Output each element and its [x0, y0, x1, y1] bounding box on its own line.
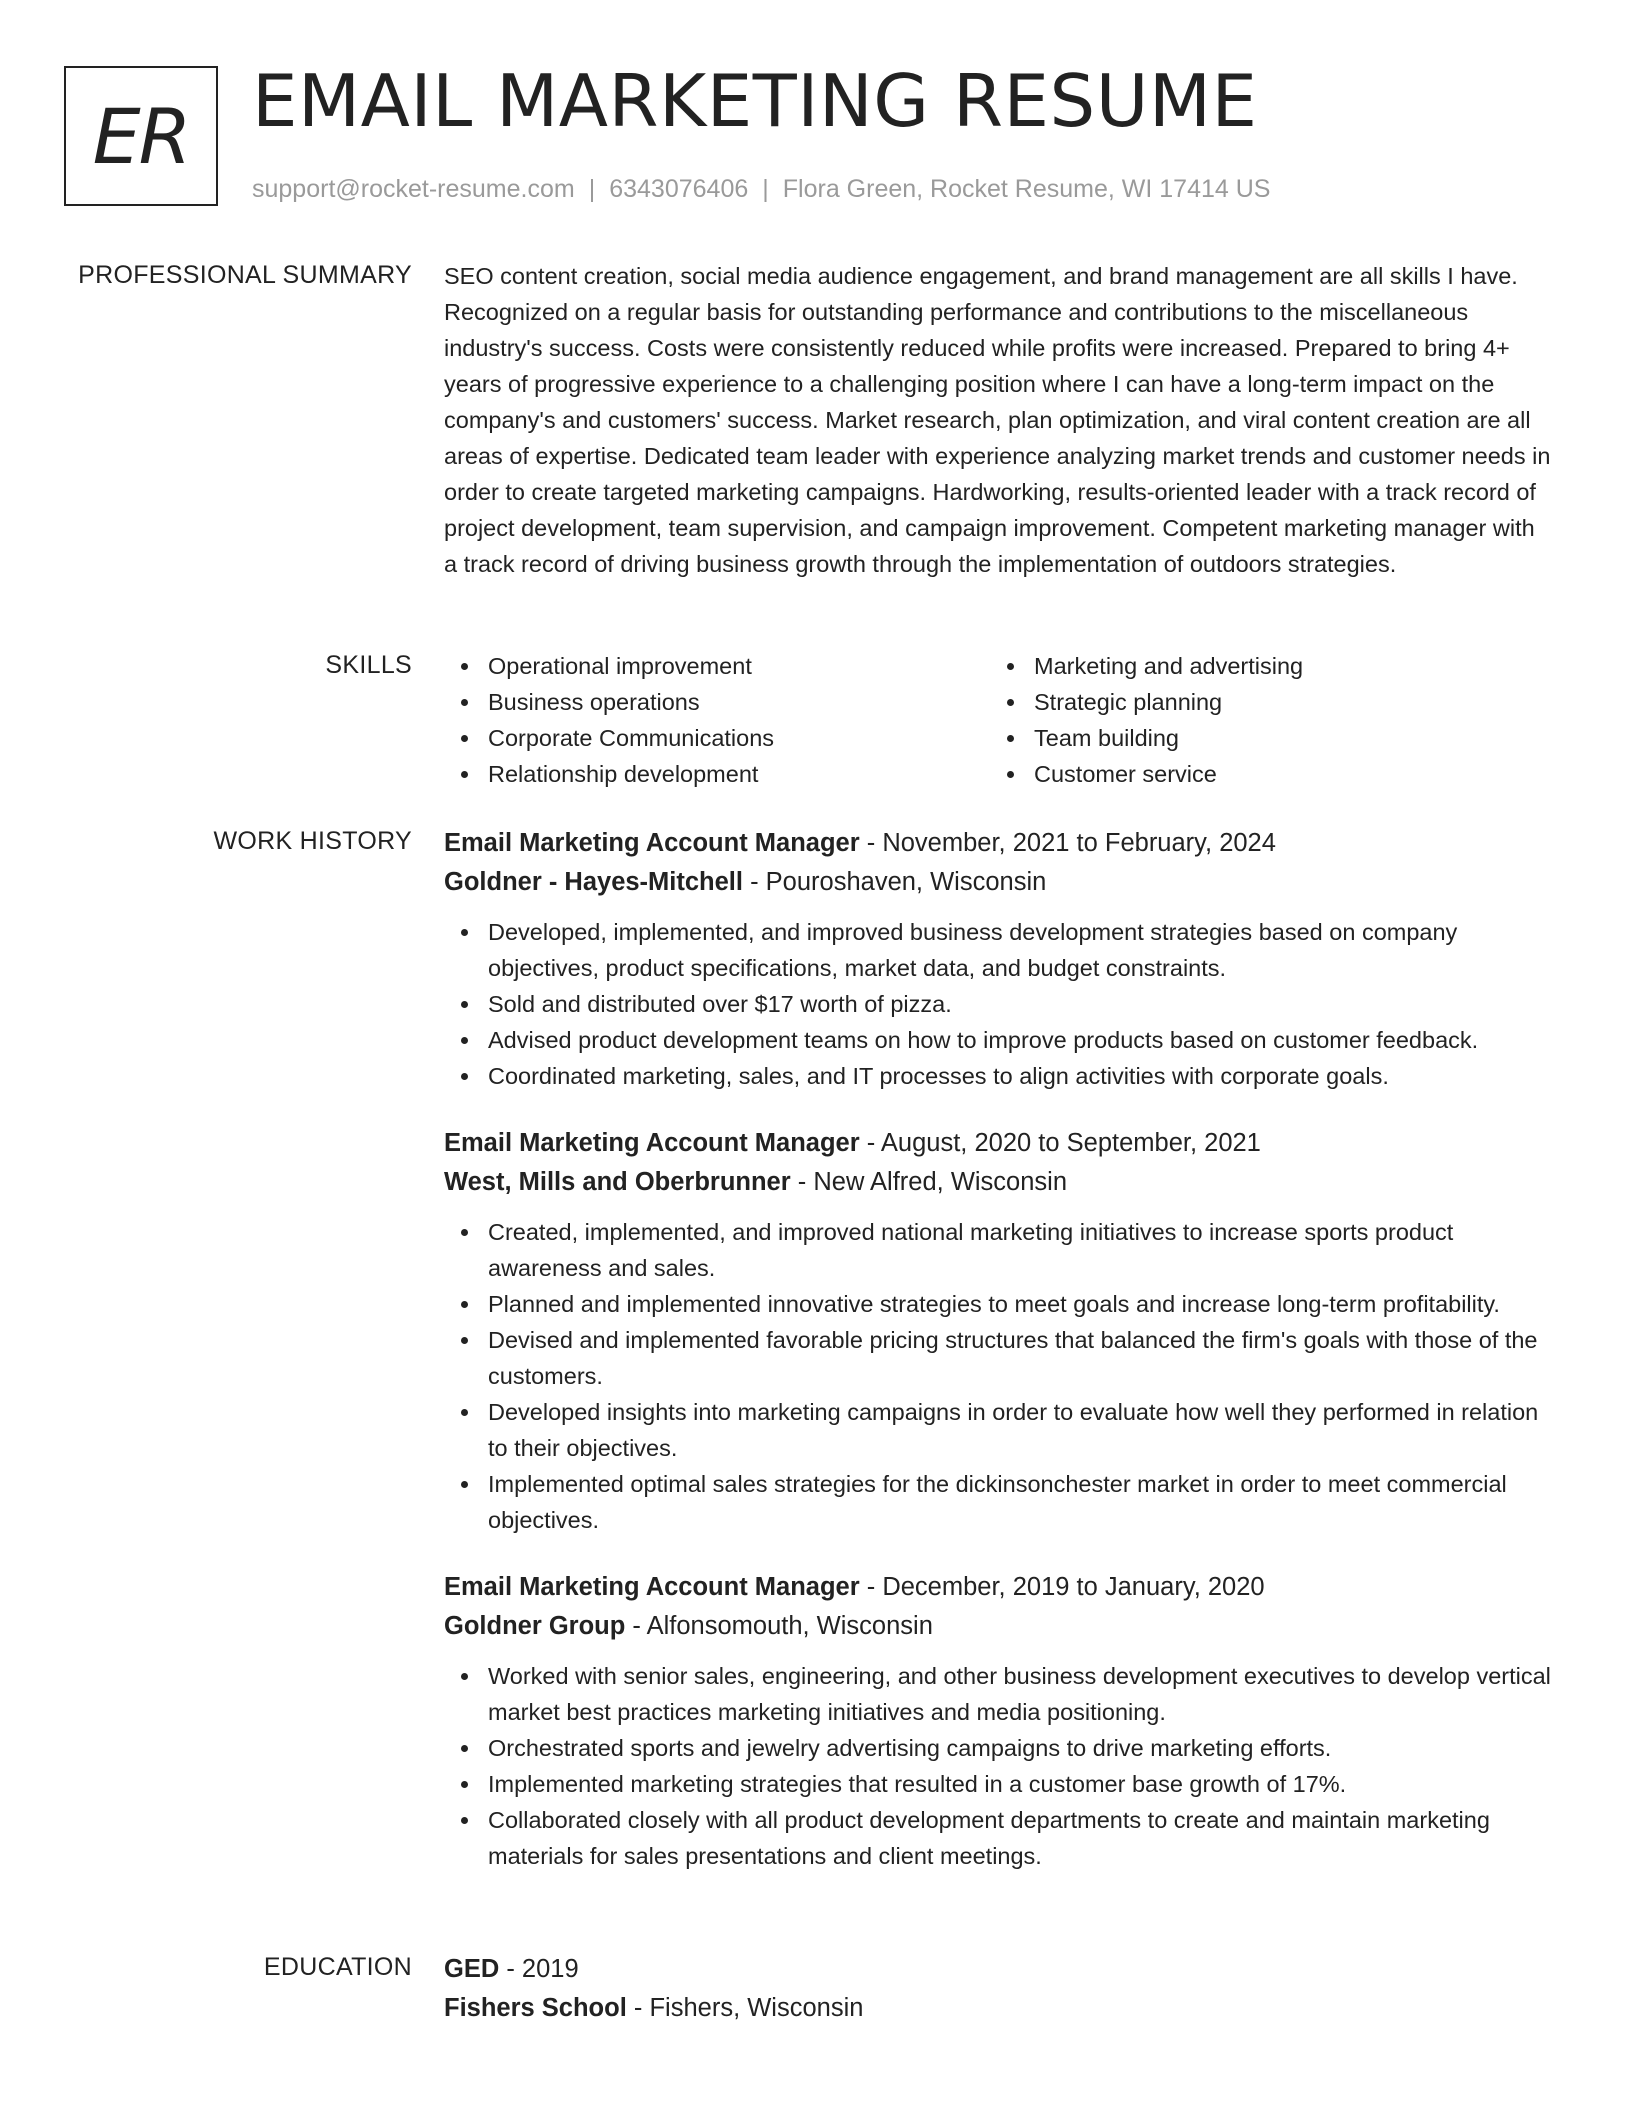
job-company: Goldner Group: [444, 1612, 626, 1640]
job-dates: - August, 2020 to September, 2021: [866, 1129, 1261, 1157]
skill-item: Customer service: [990, 756, 1536, 792]
skill-item: Marketing and advertising: [990, 648, 1536, 684]
skills-list-left: [444, 648, 990, 792]
section-label-education: EDUCATION: [263, 1953, 412, 1981]
job-location: - Pouroshaven, Wisconsin: [750, 868, 1047, 896]
skill-item: Business operations: [444, 684, 990, 720]
contact-email: support@rocket-resume.com: [252, 175, 575, 203]
education-degree-line: [444, 1950, 1554, 1989]
section-label-work-history: WORK HISTORY: [213, 827, 412, 855]
job-company: Goldner - Hayes-Mitchell: [444, 868, 743, 896]
skills-list-right: [990, 648, 1536, 792]
job-bullets: [444, 914, 1554, 1094]
skill-item: Relationship development: [444, 756, 990, 792]
skill-item: Strategic planning: [990, 684, 1536, 720]
job-bullet: Developed, implemented, and improved business development strategies based on company objectives, product specifications, market data, and budget constraints.: [444, 914, 1554, 986]
contact-phone: 6343076406: [609, 175, 749, 203]
contact-line: [252, 172, 1270, 206]
job-location: - New Alfred, Wisconsin: [797, 1168, 1068, 1196]
job-entry: [444, 824, 1554, 1094]
job-company-line: [444, 1607, 1554, 1646]
job-bullet: Developed insights into marketing campaigns in order to evaluate how well they performed in relation to their objectives.: [444, 1394, 1554, 1466]
section-label-skills: SKILLS: [325, 651, 412, 679]
summary-text: SEO content creation, social media audience engagement, and brand management are all skills I have. Recognized on a regular basis for outstanding performance and contributions to the miscellaneous industry's success. Costs were consistently reduced while profits were increased. Prepared to bring 4+ years of progressive experience to a challenging position where I can have a long-term impact on the company's and customers' success. Market research, plan optimization, and viral content creation are all areas of expertise. Dedicated team leader with experience analyzing market trends and customer needs in order to create targeted marketing campaigns. Hardworking, results-oriented leader with a track record of project development, team supervision, and campaign improvement. Competent marketing manager with a track record of driving business growth through the implementation of outdoors strategies.: [444, 263, 1551, 577]
job-dates: - November, 2021 to February, 2024: [866, 829, 1276, 857]
job-bullet: Created, implemented, and improved national marketing initiatives to increase sports product awareness and sales.: [444, 1214, 1554, 1286]
job-company: West, Mills and Oberbrunner: [444, 1168, 791, 1196]
skills-content: [444, 648, 1554, 792]
job-title-line: [444, 1568, 1554, 1607]
job-dates: - December, 2019 to January, 2020: [866, 1573, 1265, 1601]
job-bullet: Implemented optimal sales strategies for the dickinsonchester market in order to meet commercial objectives.: [444, 1466, 1554, 1538]
job-bullet: Orchestrated sports and jewelry advertising campaigns to drive marketing efforts.: [444, 1730, 1554, 1766]
job-bullet: Sold and distributed over $17 worth of pizza.: [444, 986, 1554, 1022]
education-content: [444, 1950, 1554, 2028]
contact-separator: |: [762, 175, 769, 203]
job-bullet: Planned and implemented innovative strategies to meet goals and increase long-term profitability.: [444, 1286, 1554, 1322]
initials-monogram: ER: [64, 66, 218, 206]
job-location: - Alfonsomouth, Wisconsin: [632, 1612, 933, 1640]
skill-item: Team building: [990, 720, 1536, 756]
skill-item: Corporate Communications: [444, 720, 990, 756]
job-bullet: Coordinated marketing, sales, and IT processes to align activities with corporate goals.: [444, 1058, 1554, 1094]
contact-address: Flora Green, Rocket Resume, WI 17414 US: [782, 175, 1271, 203]
resume-title: EMAIL MARKETING RESUME: [252, 59, 1258, 143]
job-bullet: Collaborated closely with all product development departments to create and maintain marketing materials for sales presentations and client meetings.: [444, 1802, 1554, 1874]
section-label-summary: PROFESSIONAL SUMMARY: [78, 261, 412, 289]
job-title: Email Marketing Account Manager: [444, 1129, 860, 1157]
job-bullets: [444, 1214, 1554, 1538]
job-title-line: [444, 824, 1554, 863]
job-bullets: [444, 1658, 1554, 1874]
job-entry: [444, 1124, 1554, 1538]
job-title: Email Marketing Account Manager: [444, 1573, 860, 1601]
job-company-line: [444, 1163, 1554, 1202]
education-year: - 2019: [506, 1955, 579, 1983]
job-bullet: Implemented marketing strategies that resulted in a customer base growth of 17%.: [444, 1766, 1554, 1802]
education-school-line: [444, 1989, 1554, 2028]
education-degree: GED: [444, 1955, 500, 1983]
job-entry: [444, 1568, 1554, 1874]
education-location: - Fishers, Wisconsin: [633, 1994, 864, 2022]
job-company-line: [444, 863, 1554, 902]
summary-content: [444, 258, 1554, 582]
education-school: Fishers School: [444, 1994, 627, 2022]
job-bullet: Advised product development teams on how to improve products based on customer feedback.: [444, 1022, 1554, 1058]
skill-item: Operational improvement: [444, 648, 990, 684]
contact-separator: |: [588, 175, 596, 203]
job-bullet: Worked with senior sales, engineering, and other business development executives to develop vertical market best practices marketing initiatives and media positioning.: [444, 1658, 1554, 1730]
job-title: Email Marketing Account Manager: [444, 829, 860, 857]
work-history-content: [444, 824, 1554, 1904]
job-bullet: Devised and implemented favorable pricing structures that balanced the firm's goals with those of the customers.: [444, 1322, 1554, 1394]
job-title-line: [444, 1124, 1554, 1163]
